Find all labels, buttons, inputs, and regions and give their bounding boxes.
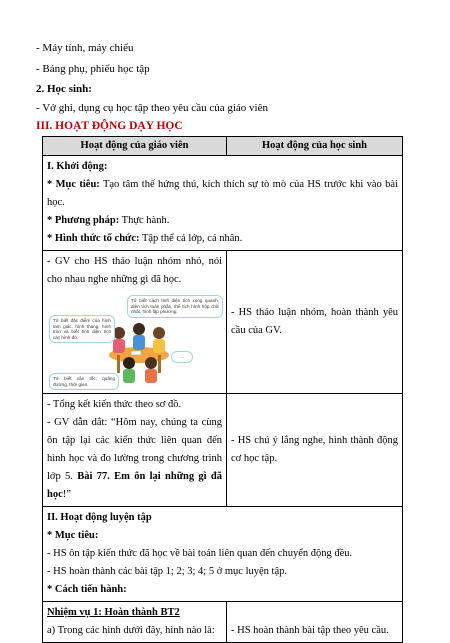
student-cell-1: - HS thảo luận nhóm, hoàn thành yêu cầu của GV. [227, 251, 403, 394]
student-task-cell: - HS hoàn thành bài tập theo yêu cầu. [227, 602, 403, 643]
header-student: Hoạt động của học sinh [227, 137, 403, 156]
teacher-instruction-1: - GV cho HS thảo luận nhóm nhỏ, nói cho nhau nghe những gì đã học. [47, 256, 222, 285]
section-2-title: II. Hoạt động luyện tập [47, 512, 152, 523]
teacher-cell-1 [43, 251, 227, 394]
speech-bubble-ellipsis: ... [171, 351, 193, 363]
section-2-intro [43, 507, 403, 602]
students-line: - Vở ghi, dụng cụ học tập theo yêu cầu của giáo viên [36, 102, 268, 114]
teacher-cell-2 [43, 394, 227, 507]
section-1-title: I. Khởi động: [47, 161, 108, 172]
material-line-1: - Máy tính, máy chiếu [36, 42, 134, 54]
section-iii-heading: III. HOẠT ĐỘNG DẠY HỌC [36, 120, 183, 132]
students-heading: 2. Học sinh: [36, 83, 92, 95]
student-cell-2: - HS chú ý lắng nghe, hình thành động cơ học tập. [227, 394, 403, 507]
section-2-steps-label: * Cách tiến hành: [47, 584, 127, 595]
form-text: Tập thể cả lớp, cá nhân. [139, 233, 243, 244]
speech-bubble-volume: Tớ biết cách tính diện tích xung quanh, diện tích toàn phần, thể tích hình hộp chữ nhật, hình lập phương. [127, 295, 223, 318]
intro-speech-end: !” [62, 489, 71, 500]
section-1-form [47, 230, 398, 248]
method-text: Thực hành. [119, 215, 170, 226]
goal-text: Tạo tâm thế hứng thú, kích thích sự tò mò của HS trước khi vào bài học. [47, 179, 399, 208]
section-2-goal-1: - HS ôn tập kiến thức đã học về bài toán liên quan đến chuyển động đều. [47, 548, 353, 559]
method-label: * Phương pháp: [47, 215, 120, 226]
speech-bubble-motion: Tớ biết vận tốc, quãng đường, thời gian. [49, 373, 119, 390]
activity-table [42, 136, 403, 643]
teacher-task-cell [43, 602, 227, 643]
teacher-intro-speech [47, 414, 222, 504]
intro-speech-text: - GV dẫn dắt: “Hôm nay, chúng ta cùng ôn tập lại các kiến thức liên quan đến hình học và đo lường trong chương trình lớp 5. [47, 417, 222, 482]
section-1-method [47, 212, 398, 230]
teacher-summary: - Tổng kết kiến thức theo sơ đồ. [47, 399, 182, 410]
speech-bubble-shapes: Tớ biết đặc điểm của hình tam giác, hình thang, hình tròn và biết tính diện tích các hình đó. [49, 315, 115, 343]
header-teacher: Hoạt động của giáo viên [43, 137, 227, 156]
discussion-illustration [47, 293, 223, 389]
task-1-label: Nhiệm vụ 1: Hoàn thành BT2 [47, 607, 180, 618]
lesson-title: Bài 77. Em ôn lại những gì đã học [47, 471, 222, 500]
form-label: * Hình thức tổ chức: [47, 233, 140, 244]
section-2-goal-label: * Mục tiêu: [47, 530, 99, 541]
task-1-question: a) Trong các hình dưới đây, hình nào là: [47, 625, 215, 636]
section-1-goal [47, 176, 398, 212]
goal-label: * Mục tiêu: [47, 179, 100, 190]
section-1-intro [43, 156, 403, 251]
material-line-2: - Bảng phụ, phiếu học tập [36, 63, 150, 75]
section-2-goal-2: - HS hoàn thành các bài tập 1; 2; 3; 4; 5 ở mục luyện tập. [47, 566, 287, 577]
